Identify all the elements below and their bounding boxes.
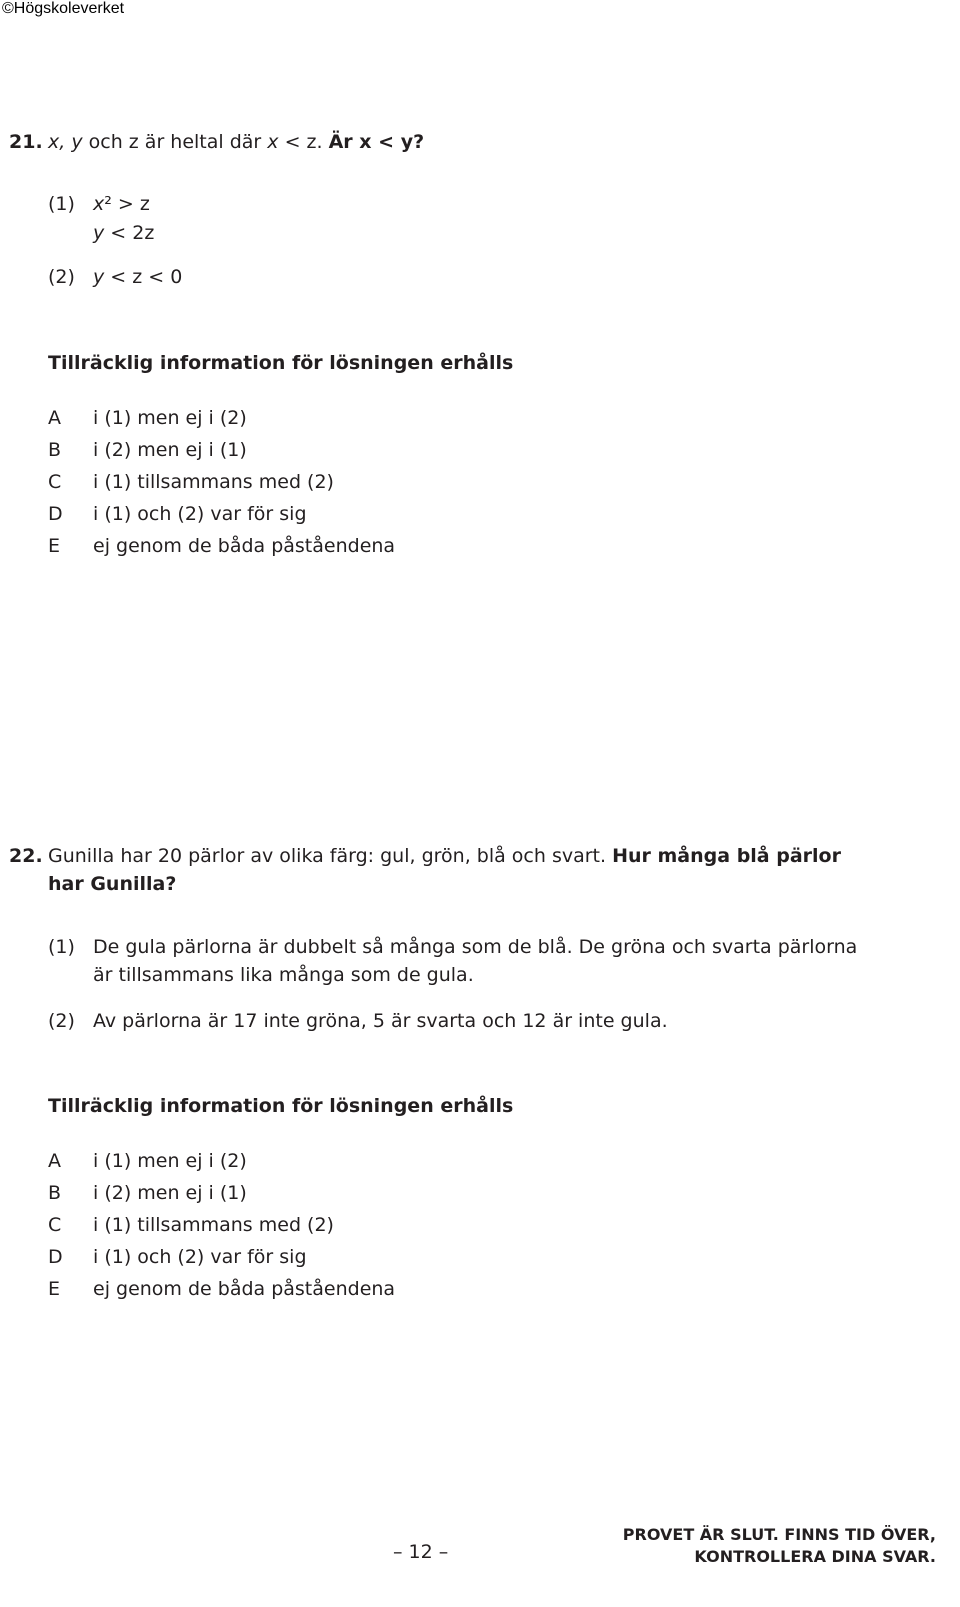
statement-1-line-1 [93,193,150,215]
question-22-stem: Gunilla har 20 pärlor av olika färg: gul, grön, blå och svart. [48,845,613,867]
q22-option-text-d: i (1) och (2) var för sig [93,1246,307,1268]
q22-statement-1-line-2: är tillsammans lika många som de gula. [93,964,474,986]
question-21-number: 21. [9,131,43,153]
option-letter-c: C [48,471,62,493]
q22-option-letter-d: D [48,1246,63,1268]
statement-2-text [93,266,182,288]
page-number: – 12 – [393,1541,449,1563]
var-y: y [71,131,83,153]
end-of-test-note [623,1524,936,1568]
end-of-test-note-line-1: PROVET ÄR SLUT. FINNS TID ÖVER, [622,1525,936,1544]
option-text-a: i (1) men ej i (2) [93,407,247,429]
question-22-stem-line-1 [48,845,841,867]
q22-option-letter-c: C [48,1214,62,1236]
stem-x: x [267,131,279,153]
statement-1-var-x: x [93,193,105,215]
statement-2-rest: < z < 0 [104,266,183,288]
q22-option-text-b: i (2) men ej i (1) [93,1182,247,1204]
q22-option-text-a: i (1) men ej i (2) [93,1150,247,1172]
question-21-heading: Tillräcklig information för lösningen erhålls [48,352,514,374]
end-of-test-note-line-2: KONTROLLERA DINA SVAR. [694,1547,936,1566]
q22-option-letter-e: E [48,1278,61,1300]
stem-relation: < z. [278,131,329,153]
q22-statement-1-line-1: De gula pärlorna är dubbelt så många som de blå. De gröna och svarta pärlorna [93,936,858,958]
q22-statement-1-label: (1) [48,936,75,958]
option-letter-d: D [48,503,63,525]
q22-statement-2-text: Av pärlorna är 17 inte gröna, 5 är svarta och 12 är inte gula. [93,1010,668,1032]
q22-option-text-c: i (1) tillsammans med (2) [93,1214,334,1236]
question-21-question: Är x < y? [328,131,425,153]
option-letter-a: A [48,407,61,429]
option-text-d: i (1) och (2) var för sig [93,503,307,525]
q22-option-letter-b: B [48,1182,62,1204]
copyright-notice: ©Högskoleverket [2,0,125,17]
statement-1-rest-2: < 2z [104,222,155,244]
question-22-heading: Tillräcklig information för lösningen erhålls [48,1095,514,1117]
var-x: x, [48,131,66,153]
statement-2-var-y: y [93,266,105,288]
option-letter-b: B [48,439,62,461]
q22-option-letter-a: A [48,1150,61,1172]
statement-1-line-2 [93,222,154,244]
question-21-stem [48,131,424,153]
option-text-b: i (2) men ej i (1) [93,439,247,461]
question-22-number: 22. [9,845,43,867]
option-text-e: ej genom de båda påståendena [93,535,396,557]
statement-1-label: (1) [48,193,75,215]
option-letter-e: E [48,535,61,557]
q22-statement-2-label: (2) [48,1010,75,1032]
question-22-question-part-1: Hur många blå pärlor [612,845,841,867]
stem-plain: och z är heltal där [82,131,268,153]
q22-option-text-e: ej genom de båda påståendena [93,1278,396,1300]
statement-2-label: (2) [48,266,75,288]
question-22-question-part-2: har Gunilla? [48,873,177,895]
statement-1-var-y: y [93,222,105,244]
question-22-stem-line-2 [48,873,176,895]
option-text-c: i (1) tillsammans med (2) [93,471,334,493]
statement-1-rest-1: ² > z [104,193,150,215]
